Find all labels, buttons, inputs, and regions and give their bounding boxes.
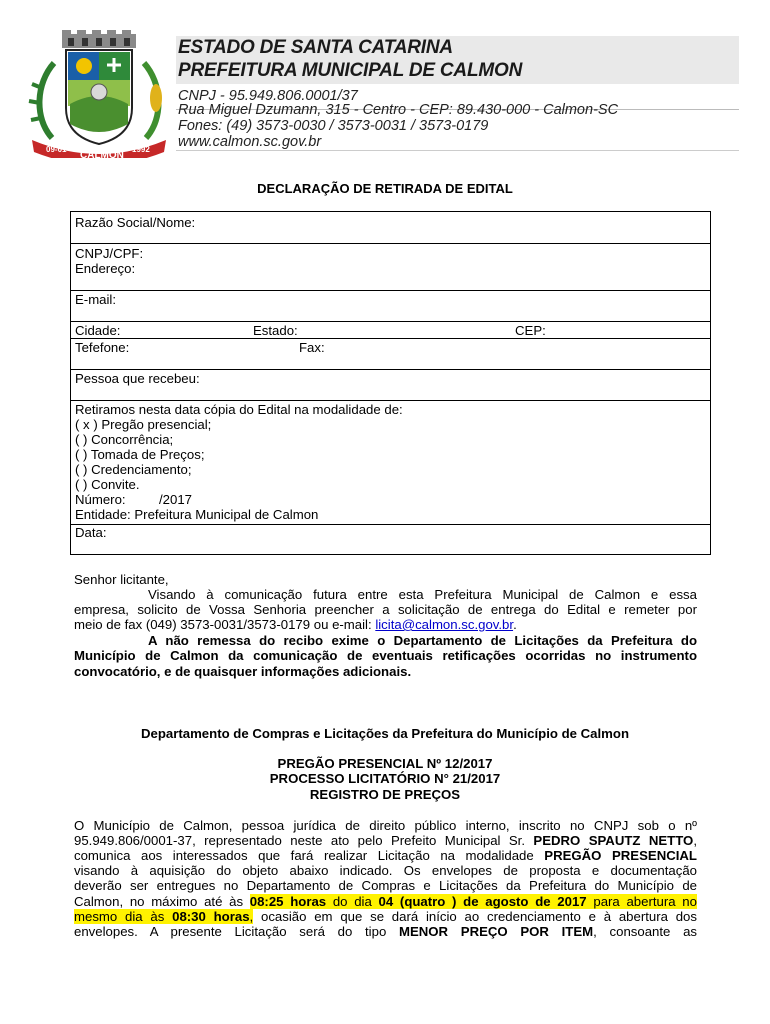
- modality-prompt: Retiramos nesta data cópia do Edital na modalidade de:: [75, 402, 403, 417]
- option-credenciamento[interactable]: ( ) Credenciamento;: [75, 462, 192, 477]
- logo-left-date: 09-01: [46, 145, 67, 154]
- processo-heading: PROCESSO LICITATÓRIO N° 21/2017: [269, 771, 501, 786]
- field-cidade[interactable]: Cidade:: [75, 323, 121, 338]
- letter-p1-line3: meio de fax (049) 3573-0031/3573-0179 ou e-mail: licita@calmon.sc.gov.br.: [74, 617, 517, 632]
- field-razao-social[interactable]: Razão Social/Nome:: [75, 215, 196, 230]
- letter-p1-line1: Visando à comunicação futura entre esta Prefeitura Municipal de Calmon e essa: [148, 587, 697, 602]
- option-tomada-precos[interactable]: ( ) Tomada de Preços;: [75, 447, 205, 462]
- field-numero-value[interactable]: /2017: [159, 492, 193, 507]
- header-address: Rua Miguel Dzumann, 315 - Centro - CEP: 89.430-000 - Calmon-SC: [178, 102, 619, 118]
- header-cnpj: CNPJ - 95.949.806.0001/37: [178, 88, 358, 104]
- header-phones: Fones: (49) 3573-0030 / 3573-0031 / 3573-0179: [178, 118, 489, 134]
- field-telefone[interactable]: Tefefone:: [75, 340, 130, 355]
- logo-right-date: 1992: [132, 145, 150, 154]
- body-line4: visando à aquisição do objeto abaixo indicado. Os envelopes de proposta e documentação: [74, 863, 697, 878]
- logo-name: CALMON: [80, 150, 124, 158]
- field-entidade: Entidade: Prefeitura Municipal de Calmon: [75, 507, 319, 522]
- letter-p1-line2: empresa, solicito de Vossa Senhoria preencher a solicitação de entrega do Edital e remeter por: [74, 602, 697, 617]
- header-bottom-divider: [176, 150, 739, 151]
- field-cnpj-cpf[interactable]: CNPJ/CPF:: [75, 246, 144, 261]
- field-numero-label: Número:: [75, 492, 126, 507]
- field-data[interactable]: Data:: [75, 525, 107, 540]
- body-line6: Calmon, no máximo até às 08:25 horas do dia 04 (quatro ) de agosto de 2017 para abertura no: [74, 894, 697, 909]
- pregao-heading: PREGÃO PRESENCIAL Nº 12/2017: [277, 756, 493, 771]
- municipal-coat-of-arms-logo: [24, 28, 174, 158]
- body-line3: comunica aos interessados que fará realizar Licitação na modalidade PREGÃO PRESENCIAL: [74, 848, 697, 863]
- crown-icon: [62, 30, 136, 48]
- option-pregao-presencial[interactable]: ( x ) Pregão presencial;: [75, 417, 212, 432]
- letter-p2-line1: A não remessa do recibo exime o Departamento de Licitações da Prefeitura do: [148, 633, 697, 648]
- document-title: DECLARAÇÃO DE RETIRADA DE EDITAL: [257, 181, 513, 196]
- option-convite[interactable]: ( ) Convite.: [75, 477, 140, 492]
- field-estado[interactable]: Estado:: [253, 323, 298, 338]
- prefecture-name: PREFEITURA MUNICIPAL DE CALMON: [178, 60, 523, 81]
- field-pessoa-recebeu[interactable]: Pessoa que recebeu:: [75, 371, 200, 386]
- letter-p2-line2: Município de Calmon da comunicação de eventuais retificações ocorridas no instrumento: [74, 648, 697, 663]
- body-line7: mesmo dia às 08:30 horas, ocasião em que se dará início ao credenciamento e à abertura dos: [74, 909, 697, 924]
- registro-heading: REGISTRO DE PREÇOS: [309, 787, 461, 802]
- body-line1: O Município de Calmon, pessoa jurídica de direito público interno, inscrito no CNPJ sob o nº: [74, 818, 697, 833]
- salutation: Senhor licitante,: [74, 572, 169, 587]
- header-website: www.calmon.sc.gov.br: [178, 134, 322, 150]
- body-line5: deverão ser entregues no Departamento de Compras e Licitações da Prefeitura do Município de: [74, 878, 697, 893]
- body-line2: 95.949.806/0001-37, representado neste ato pelo Prefeito Municipal Sr. PEDRO SPAUTZ NETTO,: [74, 833, 697, 848]
- withdrawal-form: [70, 211, 711, 555]
- field-email[interactable]: E-mail:: [75, 292, 117, 307]
- body-line8: envelopes. A presente Licitação será do tipo MENOR PREÇO POR ITEM, consoante as: [74, 924, 698, 939]
- department-heading: Departamento de Compras e Licitações da Prefeitura do Município de Calmon: [140, 726, 630, 741]
- field-endereco[interactable]: Endereço:: [75, 261, 136, 276]
- field-fax[interactable]: Fax:: [299, 340, 325, 355]
- contact-email-link[interactable]: licita@calmon.sc.gov.br: [375, 617, 514, 632]
- state-name: ESTADO DE SANTA CATARINA: [178, 37, 453, 58]
- field-cep[interactable]: CEP:: [515, 323, 546, 338]
- option-concorrencia[interactable]: ( ) Concorrência;: [75, 432, 174, 447]
- letter-p2-line3: convocatório, e de quaisquer informações adicionais.: [74, 664, 412, 679]
